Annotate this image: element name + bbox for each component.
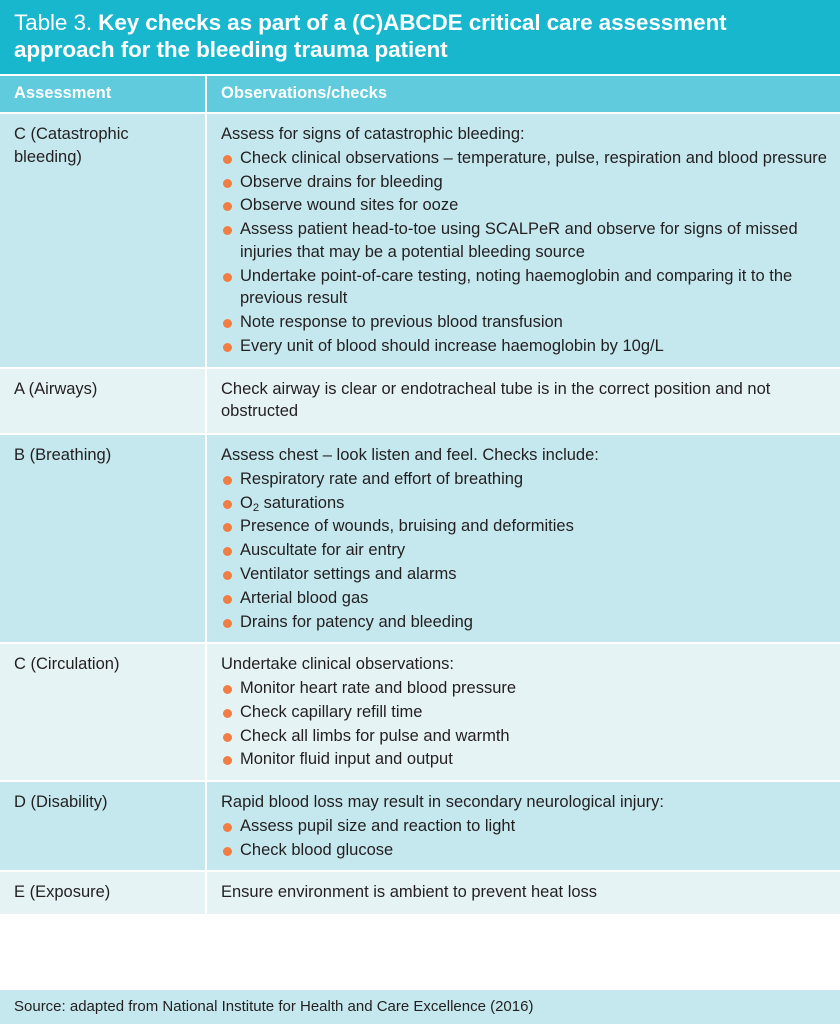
cell-intro-text: Undertake clinical observations: (221, 655, 454, 674)
cell-observations (205, 872, 840, 914)
table-header-row (0, 74, 840, 112)
check-list-item: Note response to previous blood transfusion (221, 311, 830, 334)
table-row (0, 870, 840, 914)
check-list-item: Ventilator settings and alarms (221, 563, 830, 586)
check-list-item: $O_2$ saturations (221, 492, 830, 515)
cell-assessment: D (Disability) (14, 793, 108, 812)
table-title-main: Key checks as part of a (C)ABCDE critical care assessment approach for the bleeding trauma patient (14, 10, 727, 62)
table-row (0, 642, 840, 780)
subscript-two: 2 (252, 501, 260, 514)
column-header-observations: Observations/checks (205, 76, 840, 112)
table-title (0, 0, 840, 74)
cell-intro-text: Assess for signs of catastrophic bleeding: (221, 125, 525, 143)
column-header-assessment: Assessment (14, 84, 112, 102)
table-row (0, 433, 840, 642)
check-list-item: Respiratory rate and effort of breathing (221, 468, 830, 491)
check-list-item: Arterial blood gas (221, 587, 830, 610)
check-list-item: Observe wound sites for ooze (221, 194, 830, 217)
check-list-item: Assess pupil size and reaction to light (221, 815, 830, 838)
cell-observations (205, 644, 840, 780)
cell-assessment: C (Circulation) (14, 655, 120, 674)
check-list-item: Check blood glucose (221, 839, 830, 862)
cell-observations (205, 435, 840, 642)
check-list-item: Check capillary refill time (221, 701, 830, 724)
check-list (221, 677, 830, 771)
check-list-item: Assess patient head-to-toe using SCALPeR and observe for signs of missed injuries that may be a potential bleeding source (221, 218, 830, 264)
table-body (0, 112, 840, 988)
table-row (0, 112, 840, 367)
cell-intro-text: Assess chest – look listen and feel. Checks include: (221, 446, 599, 465)
cell-observations (205, 782, 840, 870)
cell-intro-text: Check airway is clear or endotracheal tube is in the correct position and not obstructed (221, 379, 771, 421)
cell-observations (205, 114, 840, 367)
check-list-item: Check clinical observations – temperature, pulse, respiration and blood pressure (221, 147, 830, 170)
cell-intro-text: Rapid blood loss may result in secondary neurological injury: (221, 793, 664, 812)
check-list-item: Auscultate for air entry (221, 539, 830, 562)
check-list (221, 147, 830, 358)
check-list-item: Monitor heart rate and blood pressure (221, 677, 830, 700)
cell-assessment: B (Breathing) (14, 446, 112, 465)
cell-assessment: C (Catastrophic bleeding) (14, 125, 129, 166)
check-list-item: Drains for patency and bleeding (221, 611, 830, 634)
check-list-item: Presence of wounds, bruising and deformities (221, 515, 830, 538)
cell-intro-text: Ensure environment is ambient to prevent heat loss (221, 883, 598, 902)
check-list-item: Check all limbs for pulse and warmth (221, 725, 830, 748)
table-row (0, 780, 840, 870)
check-list-item: Monitor fluid input and output (221, 748, 830, 771)
check-list (221, 468, 830, 633)
check-list-item: Observe drains for bleeding (221, 171, 830, 194)
cell-assessment: E (Exposure) (14, 883, 111, 902)
source-note: Source: adapted from National Institute for Health and Care Excellence (2016) (0, 988, 840, 1024)
cell-assessment: A (Airways) (14, 379, 98, 398)
check-list-item: Undertake point-of-care testing, noting haemoglobin and comparing it to the previous result (221, 265, 830, 311)
check-list (221, 815, 830, 862)
cell-observations (205, 369, 840, 434)
table-row (0, 367, 840, 434)
table-title-prefix: Table 3. (14, 10, 93, 35)
check-list-item: Every unit of blood should increase haemoglobin by 10g/L (221, 335, 830, 358)
